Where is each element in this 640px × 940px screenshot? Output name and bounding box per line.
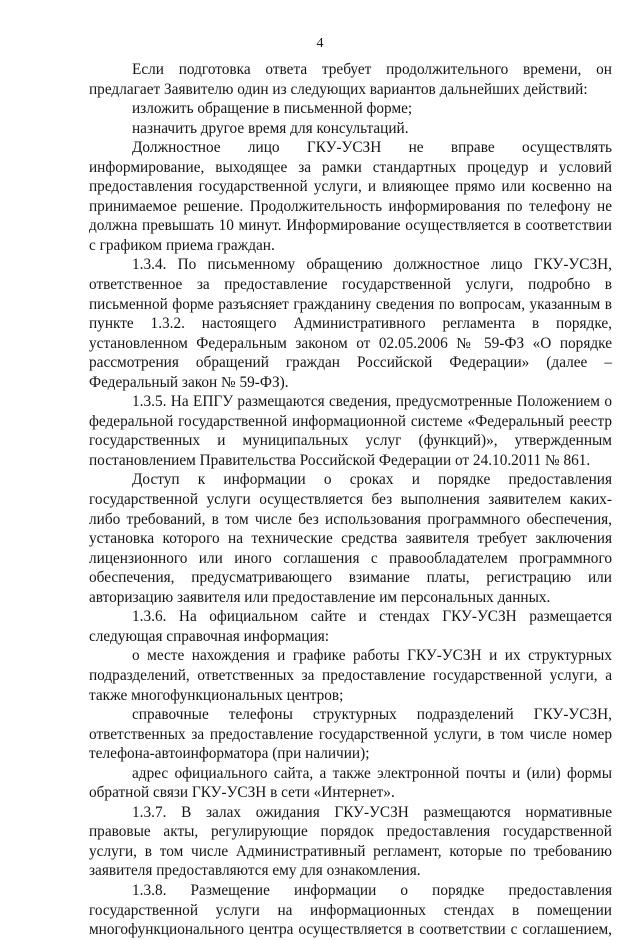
document-body <box>89 60 612 940</box>
paragraph: 1.3.7. В залах ожидания ГКУ-УСЗН размещаются нормативные правовые акты, регулирующие порядок предоставления государственной услуги, в том числе Административный регламент, которые по требованию заявителя предоставляются ему для ознакомления. <box>89 803 612 880</box>
paragraph: 1.3.8. Размещение информации о порядке предоставления государственной услуги на информационных стендах в помещении многофункционального центра осуществляется в соответствии с соглашением, <box>89 881 612 939</box>
page-number: 4 <box>316 36 324 51</box>
paragraph: справочные телефоны структурных подразделений ГКУ-УСЗН, ответственных за предоставление государственной услуги, в том числе номер телефона-автоинформатора (при наличии); <box>89 706 612 763</box>
paragraph: Если подготовка ответа требует продолжительного времени, он предлагает Заявителю один из следующих вариантов дальнейших действий: <box>89 61 612 98</box>
paragraph: 1.3.4. По письменному обращению должностное лицо ГКУ-УСЗН, ответственное за предоставление государственной услуги, подробно в письменной форме разъясняет гражданину сведения по вопросам, указанным в пункте 1.3.2. настоящего Административного регламента в порядке, установленном Федеральным законом от 02.05.2006 № 59-ФЗ «О порядке рассмотрения обращений граждан Российской Федерации» (далее – Федеральный закон № 59-ФЗ). <box>89 256 612 391</box>
paragraph: назначить другое время для консультаций. <box>132 119 409 137</box>
paragraph: о месте нахождения и графике работы ГКУ-УСЗН и их структурных подразделений, ответственных за предоставление государственной услуги, а также многофункциональных центров; <box>89 647 612 704</box>
paragraph: Должностное лицо ГКУ-УСЗН не вправе осуществлять информирование, выходящее за рамки стандартных процедур и условий предоставления государственной услуги, и влияющее прямо или косвенно на принимаемое решение. Продолжительность информирования по телефону не должна превышать 10 минут. Информирование осуществляется в соответствии с графиком приема граждан. <box>89 139 612 254</box>
paragraph: адрес официального сайта, а также электронной почты и (или) формы обратной связи ГКУ-УСЗН в сети «Интернет». <box>89 764 612 802</box>
paragraph: 1.3.6. На официальном сайте и стендах ГКУ-УСЗН размещается следующая справочная информация: <box>89 608 612 645</box>
paragraph: изложить обращение в письменной форме; <box>132 100 413 118</box>
paragraph: 1.3.5. На ЕПГУ размещаются сведения, предусмотренные Положением о федеральной государственной информационной системе «Федеральный реестр государственных и муниципальных услуг (функций)», утвержденным постановлением Правительства Российской Федерации от 24.10.2011 № 861. <box>89 393 612 469</box>
paragraph: Доступ к информации о сроках и порядке предоставления государственной услуги осуществляется без выполнения заявителем каких-либо требований, в том числе без использования программного обеспечения, установка которого на технические средства заявителя требует заключения лицензионного или иного соглашения с правообладателем программного обеспечения, предусматривающего взимание платы, регистрацию или авторизацию заявителя или предоставление им персональных данных. <box>89 471 612 606</box>
